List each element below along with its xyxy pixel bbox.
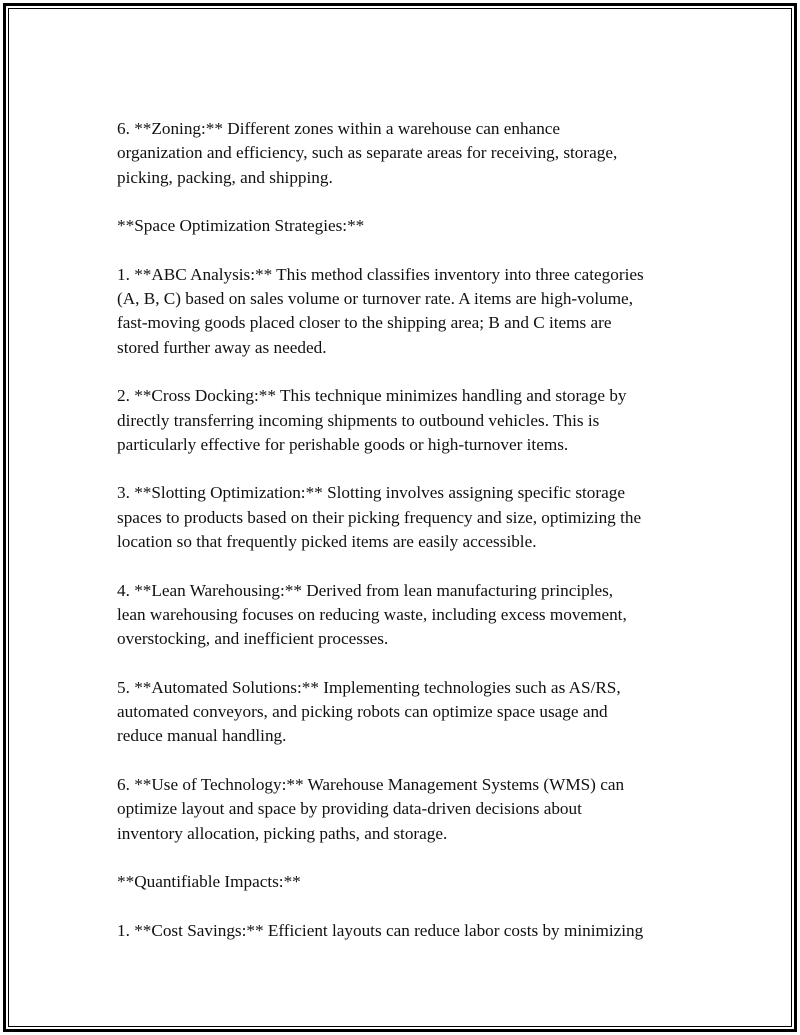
paragraph-cross-docking: 2. **Cross Docking:** This technique minimizes handling and storage by directly transferring incoming shipments to outbound vehicles. This is particularly effective for perishable goods or high-turnover items. [117,386,627,454]
paragraph-lean-warehousing: 4. **Lean Warehousing:** Derived from lean manufacturing principles, lean warehousing focuses on reducing waste, including excess movement, overstocking, and inefficient processes. [117,580,627,649]
heading-quantifiable-impacts: **Quantifiable Impacts:** [117,872,301,892]
paragraph-cost-savings: 1. **Cost Savings:** Efficient layouts can reduce labor costs by minimizing [117,920,644,940]
paragraph-use-of-technology: 6. **Use of Technology:** Warehouse Management Systems (WMS) can optimize layout and space by providing data-driven decisions about inventory allocation, picking paths, and storage. [117,775,625,843]
paragraph-automated-solutions: 5. **Automated Solutions:** Implementing technologies such as AS/RS, automated conveyors, and picking robots can optimize space usage and reduce manual handling. [117,677,621,746]
heading-space-optimization: **Space Optimization Strategies:** [117,216,365,236]
paragraph-zoning: 6. **Zoning:** Different zones within a warehouse can enhance organization and efficiency, such as separate areas for receiving, storage, picking, packing, and shipping. [117,119,618,187]
paragraph-abc-analysis: 1. **ABC Analysis:** This method classifies inventory into three categories (A, B, C) based on sales volume or turnover rate. A items are high-volume, fast-moving goods placed closer to the shipping area; B and C items are stored further away as needed. [117,264,644,357]
document-body [117,117,717,967]
paragraph-slotting-optimization: 3. **Slotting Optimization:** Slotting involves assigning specific storage spaces to products based on their picking frequency and size, optimizing the location so that frequently picked items are easily accessible. [117,483,642,552]
